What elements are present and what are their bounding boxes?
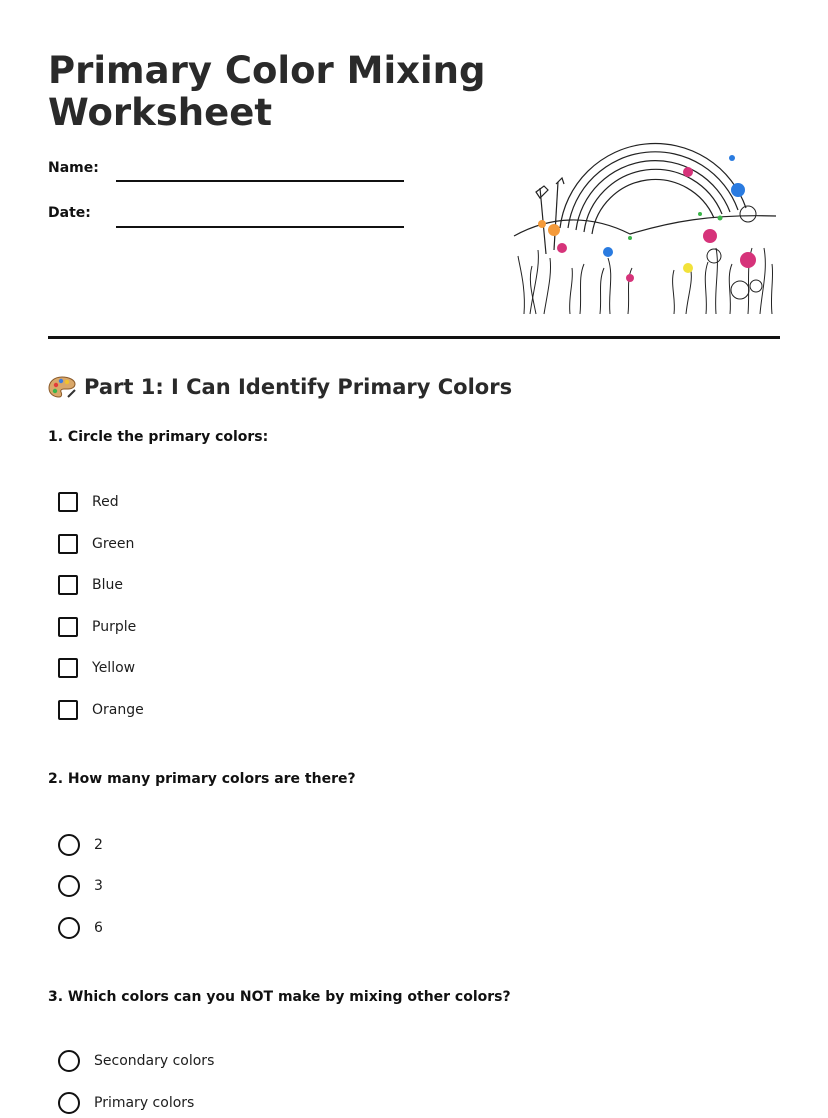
q2-option-2[interactable]	[58, 834, 103, 856]
option-label: Red	[92, 494, 119, 510]
checkbox[interactable]	[58, 700, 78, 720]
checkbox[interactable]	[58, 534, 78, 554]
option-label: Primary colors	[94, 1095, 195, 1111]
question-1: 1. Circle the primary colors:	[48, 429, 269, 445]
checkbox[interactable]	[58, 575, 78, 595]
q1-option-blue[interactable]	[58, 575, 123, 595]
radio-button[interactable]	[58, 875, 80, 897]
option-label: 6	[94, 920, 103, 936]
name-label: Name:	[48, 160, 99, 176]
q1-option-red[interactable]	[58, 492, 119, 512]
question-2: 2. How many primary colors are there?	[48, 771, 356, 787]
q3-option-primary[interactable]	[58, 1092, 194, 1114]
date-field[interactable]	[116, 226, 404, 228]
date-label: Date:	[48, 205, 91, 221]
option-label: Yellow	[92, 660, 136, 676]
q1-option-orange[interactable]	[58, 700, 144, 720]
option-label: Secondary colors	[94, 1053, 215, 1069]
checkbox[interactable]	[58, 658, 78, 678]
radio-button[interactable]	[58, 1092, 80, 1114]
q2-option-3[interactable]	[58, 875, 103, 897]
q1-option-green[interactable]	[58, 534, 134, 554]
checkbox[interactable]	[58, 617, 78, 637]
q2-option-6[interactable]	[58, 917, 103, 939]
name-field[interactable]	[116, 180, 404, 182]
header-divider	[48, 336, 780, 339]
question-3: 3. Which colors can you NOT make by mixing other colors?	[48, 989, 511, 1005]
palette-icon	[48, 375, 76, 399]
option-label: Purple	[92, 619, 137, 635]
q1-option-yellow[interactable]	[58, 658, 135, 678]
option-label: Green	[92, 536, 135, 552]
q3-option-secondary[interactable]	[58, 1050, 214, 1072]
radio-button[interactable]	[58, 917, 80, 939]
section-1-title: Part 1: I Can Identify Primary Colors	[84, 375, 513, 399]
page-title: Primary Color Mixing Worksheet	[48, 49, 486, 134]
rainbow-meadow-illustration	[510, 118, 782, 318]
option-label: Orange	[92, 702, 144, 718]
section-1-heading	[48, 375, 512, 399]
radio-button[interactable]	[58, 834, 80, 856]
option-label: Blue	[92, 577, 123, 593]
q1-option-purple[interactable]	[58, 617, 136, 637]
option-label: 2	[94, 837, 103, 853]
radio-button[interactable]	[58, 1050, 80, 1072]
option-label: 3	[94, 878, 103, 894]
checkbox[interactable]	[58, 492, 78, 512]
